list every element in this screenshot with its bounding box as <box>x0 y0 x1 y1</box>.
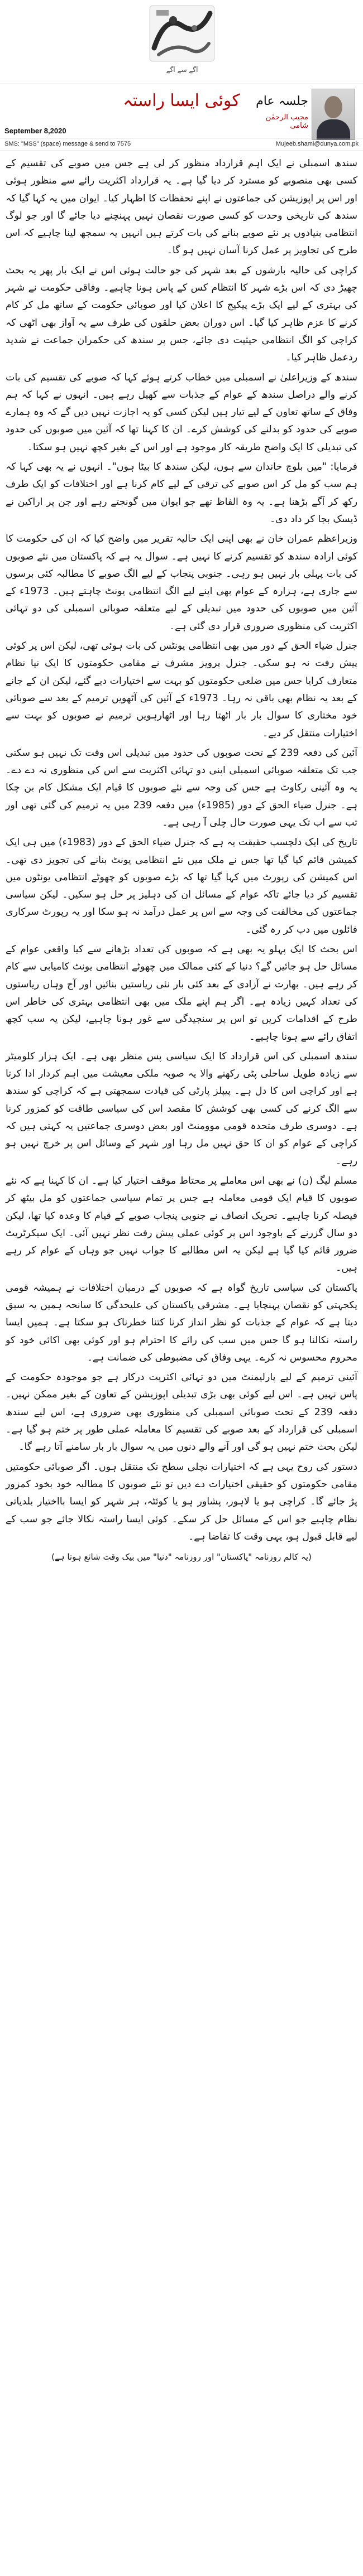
column-title: کوئی ایسا راستہ <box>123 91 240 110</box>
article-paragraph: آئینی ترمیم کے لیے پارلیمنٹ میں دو تہائی اکثریت درکار ہے جو موجودہ حکومت کے پاس نہیں ہے۔ اس لیے کوئی بھی بڑی تبدیلی اپوزیشن کے تعاون کے بغیر ممکن نہیں۔ دفعہ 239 کے تحت صوبائی اسمبلی کی منظوری بھی ضروری ہے، اس لیے سندھ اسمبلی کی قرارداد کے بعد صوبے کی تقسیم کا معاملہ عملی طور پر ختم ہو گیا ہے۔ لیکن بحث ختم نہیں ہو گی اور آنے والے دنوں میں یہ سوال بار بار سامنے آتا رہے گا۔ <box>6 1372 358 1453</box>
author-body-shape <box>317 119 350 140</box>
logo-caption: آگے سے آگے <box>166 66 198 74</box>
newspaper-logo <box>146 3 218 71</box>
article-paragraph: سندھ اسمبلی نے ایک اہم قرارداد منظور کر لی ہے جس میں صوبے کی تقسیم کے کسی بھی منصوبے کو مسترد کر دیا گیا ہے۔ یہ قرارداد اکثریت رائے سے منظور ہوئی اور اس پر اپوزیشن کی جماعتوں نے اپنے تحفظات کا اظہار کیا۔ ایوان میں یہ کہا گیا کہ سندھ کی تاریخی وحدت کو کسی صورت نقصان نہیں پہنچنے دیا جائے گا اور جو لوگ انتظامی بنیادوں پر نئے صوبے بنانے کی بات کرتے ہیں انہیں یہ سمجھ لینا چاہیے کہ اس طرح کی تجاویز پر عمل کرنا آسان نہیں ہو گا۔ <box>6 158 357 257</box>
article-paragraph: تاریخ کی ایک دلچسپ حقیقت یہ ہے کہ جنرل ضیاء الحق کے دور (1983ء) میں ہی ایک کمیشن قائم کیا گیا تھا جس نے ملک میں نئے انتظامی یونٹ بنانے کی تجویز دی تھی۔ اس کمیشن کی رپورٹ میں کہا گیا تھا کہ بڑے صوبوں کو چھوٹے انتظامی یونٹوں میں تقسیم کر دیا جائے تاکہ عوام کے مسائل ان کی دہلیز پر حل ہو سکیں۔ لیکن سیاسی جماعتوں کی مخالفت کی وجہ سے اس پر عمل درآمد نہ ہو سکا اور یہ رپورٹ سرکاری فائلوں میں دب کر رہ گئی۔ <box>6 837 357 935</box>
closing-note: (یہ کالم روزنامہ "پاکستان" اور روزنامہ "دنیا" میں بیک وقت شائع ہوتا ہے) <box>51 1552 312 1562</box>
article-paragraph: پاکستان کی سیاسی تاریخ گواہ ہے کہ صوبوں کے درمیان اختلافات نے ہمیشہ قومی یکجہتی کو نقصان پہنچایا ہے۔ مشرقی پاکستان کی علیحدگی کا سانحہ ہمیں یہ سبق دیتا ہے کہ عوام کے جذبات کو نظر انداز کرنا کتنا خطرناک ہو سکتا ہے۔ ہمیں ایسا راستہ نکالنا ہو گا جس میں سب کی رائے کا احترام ہو اور کوئی بھی اکائی خود کو محروم محسوس نہ کرے۔ یہی وفاق کی مضبوطی کی ضمانت ہے۔ <box>6 1282 357 1363</box>
article-paragraph: دستور کی روح یہی ہے کہ اختیارات نچلی سطح تک منتقل ہوں۔ اگر صوبائی حکومتیں مقامی حکومتوں کو حقیقی اختیارات دے دیں تو نئے صوبوں کا مطالبہ خود بخود کمزور پڑ جائے گا۔ کراچی ہو یا لاہور، پشاور ہو یا کوئٹہ، ہر شہر کو ایسا بااختیار بلدیاتی نظام چاہیے جو اس کے مسائل حل کر سکے۔ کوئی ایسا راستہ نکالا جائے جو سب کے لیے قابل قبول ہو، یہی وقت کا تقاضا ہے۔ <box>6 1461 357 1542</box>
column-name: جلسہ عام <box>256 94 308 108</box>
author-email: Mujeeb.shami@dunya.com.pk <box>275 141 359 147</box>
column-header <box>0 84 363 152</box>
author-head-shape <box>324 96 342 118</box>
author-photo <box>312 89 355 140</box>
masthead <box>0 0 363 84</box>
article-paragraph: سندھ اسمبلی کی اس قرارداد کا ایک سیاسی پس منظر بھی ہے۔ ایک ہزار کلومیٹر سے زیادہ طویل ساحلی پٹی رکھنے والا یہ صوبہ ملکی معیشت میں اہم کردار ادا کرتا ہے اور کراچی اس کا دل ہے۔ پیپلز پارٹی کی قیادت سمجھتی ہے کہ کراچی کو سندھ سے الگ کرنے کی کسی بھی کوشش کا مقصد اس کی سیاسی طاقت کو کمزور کرنا ہے۔ دوسری طرف متحدہ قومی موومنٹ اور بعض دوسری جماعتیں یہ کہتی ہیں کہ کراچی کے عوام کو ان کا حق نہیں مل رہا اور شہر کے وسائل اس پر خرچ نہیں ہو رہے۔ <box>6 1050 357 1167</box>
article-paragraph: جنرل ضیاء الحق کے دور میں بھی انتظامی یونٹس کی بات ہوئی تھی، لیکن اس پر کوئی پیش رفت نہ ہو سکی۔ جنرل پرویز مشرف نے مقامی حکومتوں کا ایک نیا نظام متعارف کرایا جس میں ضلعی حکومتوں کو بہت سے اختیارات دیے گئے، لیکن ان کے جانے کے بعد یہ نظام بھی باقی نہ رہا۔ 1973ء کے آئین کی آٹھویں ترمیم کے بعد سے صوبائی خود مختاری کا سوال بار بار اٹھتا رہا اور اٹھارہویں ترمیم نے صوبوں کو بہت سے اختیارات منتقل کر دیے۔ <box>6 640 357 739</box>
article-body <box>0 155 363 2565</box>
logo-emblem-icon <box>146 3 218 71</box>
article-paragraph: آئین کی دفعہ 239 کے تحت صوبوں کی حدود میں تبدیلی اس وقت تک نہیں ہو سکتی جب تک متعلقہ صوبائی اسمبلی اپنی دو تہائی اکثریت سے اس کی منظوری نہ دے دے۔ یہ وہ آئینی رکاوٹ ہے جس کی وجہ سے نئے صوبوں کا قیام ایک مشکل کام بن چکا ہے۔ جنرل ضیاء الحق کے دور (1985ء) میں دفعہ 239 میں یہ ترمیم کی گئی تھی اور تب سے اب تک یہی صورت حال چلی آ رہی ہے۔ <box>6 747 358 828</box>
sms-instructions: SMS: "MSS" (space) message & send to 7575 <box>4 141 131 147</box>
contact-row <box>0 138 363 151</box>
publish-date: September 8,2020 <box>4 127 66 135</box>
article-paragraph: سندھ کے وزیراعلیٰ نے اسمبلی میں خطاب کرتے ہوئے کہا کہ صوبے کی تقسیم کی بات کرنے والے دراصل سندھ کے عوام کے جذبات سے کھیل رہے ہیں۔ انہوں نے کہا کہ ہم وفاق کے ساتھ تعاون کے لیے تیار ہیں لیکن کسی کو یہ اجازت نہیں دیں گے کہ وہ ہمارے صوبے کی حدود کو بدلنے کی کوشش کرے۔ ان کا کہنا تھا کہ آئین میں صوبوں کی حدود کی تبدیلی کا ایک واضح طریقہ کار موجود ہے اور اس کے بغیر کچھ نہیں ہو سکتا۔ <box>6 372 357 453</box>
article-paragraph: مسلم لیگ (ن) نے بھی اس معاملے پر محتاط موقف اختیار کیا ہے۔ ان کا کہنا ہے کہ نئے صوبوں کا قیام ایک قومی معاملہ ہے جس پر تمام سیاسی جماعتوں کو مل بیٹھ کر فیصلہ کرنا چاہیے۔ تحریک انصاف نے جنوبی پنجاب صوبے کے قیام کا وعدہ کیا تھا، لیکن دو سال گزرنے کے باوجود اس پر کوئی عملی پیش رفت نظر نہیں آئی۔ ایک سیکرٹریٹ ضرور قائم کیا گیا ہے لیکن یہ اس مطالبے کا جواب نہیں جو وہاں کے عوام کر رہے ہیں۔ <box>6 1175 357 1274</box>
author-name: مجیب الرحمٰن شامی <box>265 113 308 130</box>
article-paragraph: اس بحث کا ایک پہلو یہ بھی ہے کہ صوبوں کی تعداد بڑھانے سے کیا واقعی عوام کے مسائل حل ہو جائیں گے؟ دنیا کے کئی ممالک میں چھوٹے انتظامی یونٹ کامیابی سے کام کر رہے ہیں۔ بھارت نے آزادی کے بعد کئی بار نئی ریاستیں بنائیں اور آج وہاں ریاستوں کی تعداد کہیں زیادہ ہے۔ اگر ہم اپنے ملک میں بھی انتظامی بہتری کی خاطر اس طرح کے اقدامات کریں تو اس پر سنجیدگی سے غور ہونا چاہیے، لیکن یہ سب کچھ اتفاق رائے سے ہونا چاہیے۔ <box>6 944 357 1043</box>
article-paragraph: فرمایا: "میں بلوچ خاندان سے ہوں، لیکن سندھ کا بیٹا ہوں"۔ انہوں نے یہ بھی کہا کہ ہم سب کو مل کر اس صوبے کی ترقی کے لیے کام کرنا ہے اور اختلافات کو ایک طرف رکھ کر آگے بڑھنا ہے۔ یہ وہ الفاظ تھے جو ایوان میں گونجتے رہے اور جن پر اراکین نے ڈیسک بجا کر داد دی۔ <box>6 461 357 525</box>
article-paragraph: کراچی کی حالیہ بارشوں کے بعد شہر کی جو حالت ہوئی اس نے ایک بار پھر یہ بحث چھیڑ دی کہ اس بڑے شہر کا انتظام کس کے پاس ہونا چاہیے۔ وفاقی حکومت نے شہر کی بہتری کے لیے ایک بڑے پیکیج کا اعلان کیا اور صوبائی حکومت کے ساتھ مل کر کام کرنے کا عزم ظاہر کیا گیا۔ اس دوران بعض حلقوں کی طرف سے یہ آواز بھی اٹھی کہ کراچی کو الگ انتظامی حیثیت دی جائے، جس پر سندھ کی حکمران جماعت نے شدید ردعمل ظاہر کیا۔ <box>6 264 357 364</box>
article-paragraph: وزیراعظم عمران خان نے بھی اپنی ایک حالیہ تقریر میں واضح کیا کہ ان کی حکومت کا کوئی ارادہ سندھ کو تقسیم کرنے کا نہیں ہے۔ سوال یہ ہے کہ پاکستان میں نئے صوبوں کی بات پہلی بار نہیں ہو رہی۔ جنوبی پنجاب کے لیے الگ صوبے کا مطالبہ کئی برسوں سے جاری ہے، ہزارہ کے عوام بھی اپنے لیے الگ انتظامی یونٹ چاہتے ہیں۔ 1973ء کے آئین میں صوبوں کی حدود میں تبدیلی کے لیے متعلقہ صوبائی اسمبلی کی دو تہائی اکثریت کی منظوری ضروری قرار دی گئی ہے۔ <box>6 533 357 632</box>
